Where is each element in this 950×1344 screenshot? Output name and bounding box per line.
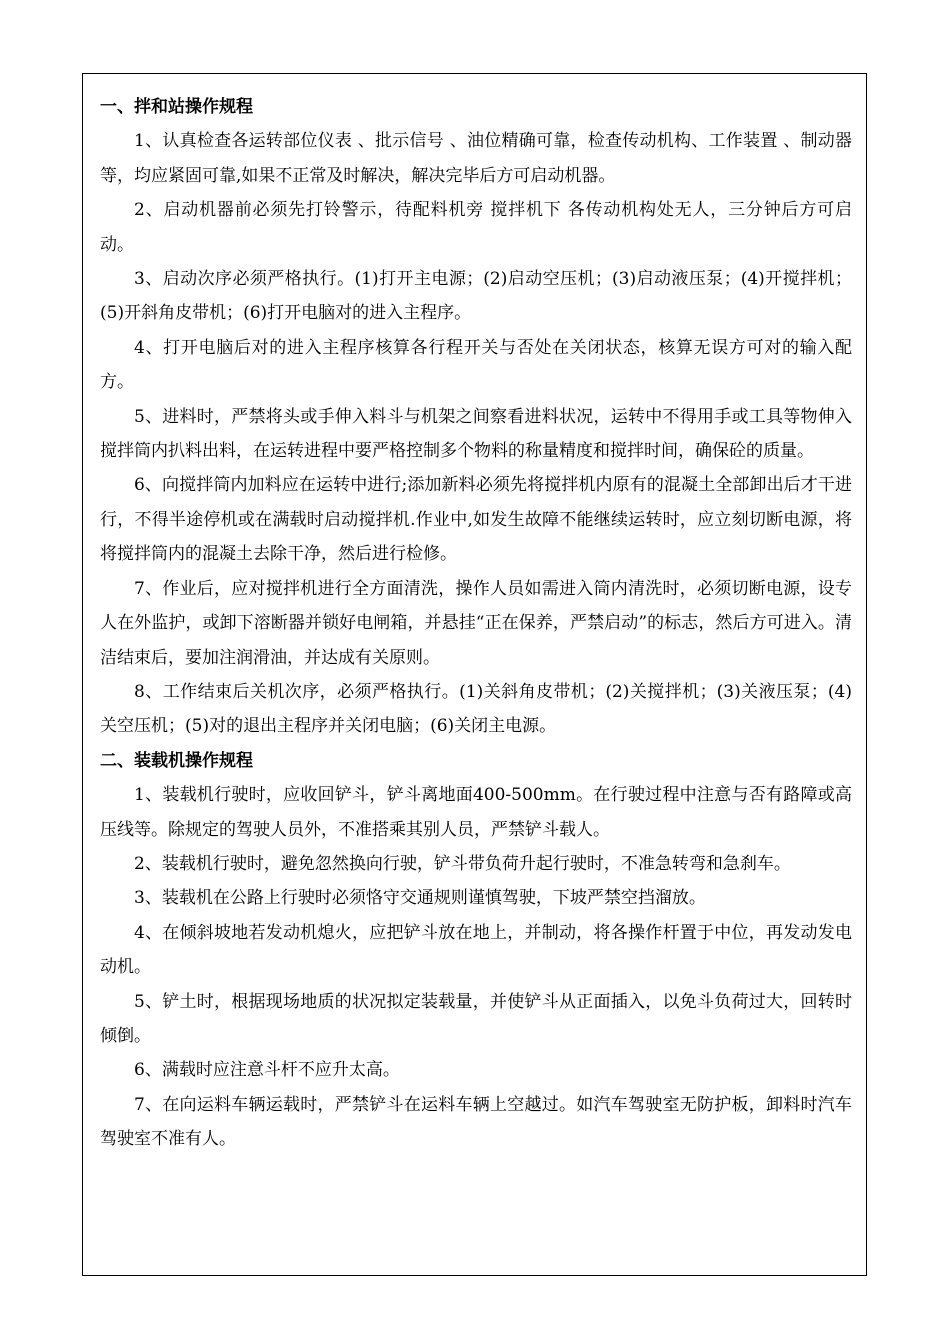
paragraph: 6、向搅拌筒内加料应在运转中进行;添加新料必须先将搅拌机内原有的混凝土全部卸出后才干进行，不得半途停机或在满载时启动搅拌机.作业中,如发生故障不能继续运转时，应立刻切断电源，将将搅拌筒内的混凝土去除干净，然后进行检修。 [100,475,852,565]
paragraph: 7、作业后，应对搅拌机进行全方面清洗，操作人员如需进入筒内清洗时，必须切断电源，设专人在外监护，或卸下溶断器并锁好电闸箱，并悬挂“正在保养，严禁启动”的标志，然后方可进入。清洁结束后，要加注润滑油，并达成有关原则。 [100,578,852,668]
paragraph: 4、在倾斜坡地若发动机熄火，应把铲斗放在地上，并制动，将各操作杆置于中位，再发动发电动机。 [100,922,852,978]
paragraph: 5、铲土时，根据现场地质的状况拟定装载量，并使铲斗从正面插入，以免斗负荷过大，回转时倾倒。 [100,991,852,1046]
paragraph: 7、在向运料车辆运载时，严禁铲斗在运料车辆上空越过。如汽车驾驶室无防护板，卸料时汽车驾驶室不准有人。 [100,1094,852,1150]
section-heading-loader: 二、装载机操作规程 [100,750,253,771]
paragraph: 8、工作结束后关机次序，必须严格执行。(1)关斜角皮带机；(2)关搅拌机；(3)关液压泵；(4)关空压机；(5)对的退出主程序并关闭电脑；(6)关闭主电源。 [100,681,852,737]
paragraph: 2、装载机行驶时，避免忽然换向行驶，铲斗带负荷升起行驶时，不准急转弯和急刹车。 [134,853,791,874]
paragraph: 4、打开电脑后对的进入主程序核算各行程开关与否处在关闭状态，核算无误方可对的输入配方。 [100,337,852,393]
paragraph: 1、认真检查各运转部位仪表 、批示信号 、油位精确可靠，检查传动机构、工作装置 、制动器等，均应紧固可靠,如果不正常及时解决，解决完毕后方可启动机器。 [100,131,852,186]
paragraph: 2、启动机器前必须先打铃警示，待配料机旁 搅拌机下 各传动机构处无人，三分钟后方可启动。 [100,200,852,255]
section-heading-mixing-station: 一、拌和站操作规程 [100,97,253,117]
paragraph: 1、装载机行驶时，应收回铲斗，铲斗离地面400-500mm。在行驶过程中注意与否有路障或高压线等。除规定的驾驶人员外，不准搭乘其别人员，严禁铲斗载人。 [100,785,852,840]
paragraph: 3、装载机在公路上行驶时必须恪守交通规则谨慎驾驶，下坡严禁空挡溜放。 [134,888,706,909]
paragraph: 5、进料时，严禁将头或手伸入料斗与机架之间察看进料状况，运转中不得用手或工具等物伸入搅拌筒内扒料出料，在运转进程中要严格控制多个物料的称量精度和搅拌时间，确保砼的质量。 [100,406,852,462]
paragraph: 6、满载时应注意斗杆不应升太高。 [134,1060,400,1081]
paragraph: 3、启动次序必须严格执行。(1)打开主电源；(2)启动空压机；(3)启动液压泵；(4)开搅拌机；(5)开斜角皮带机；(6)打开电脑对的进入主程序。 [100,269,852,324]
document-body [100,90,852,1157]
